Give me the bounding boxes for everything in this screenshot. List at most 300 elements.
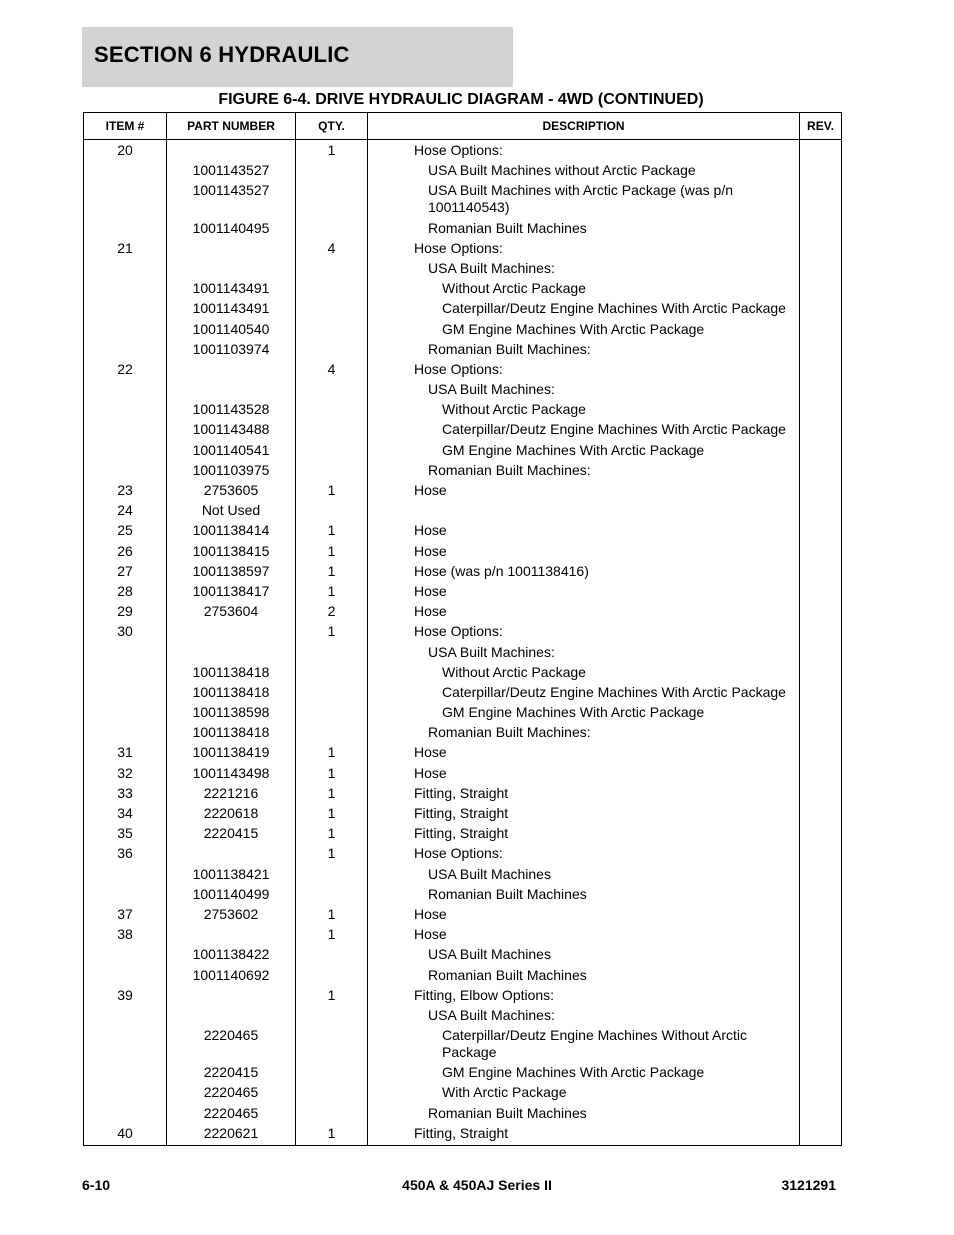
revision-cell	[800, 581, 842, 601]
quantity-cell	[296, 299, 368, 319]
quantity-cell: 1	[296, 480, 368, 500]
description-cell	[368, 400, 800, 420]
revision-cell	[800, 181, 842, 218]
description-text: Hose	[414, 764, 447, 781]
description-cell	[368, 602, 800, 622]
item-number-cell: 37	[84, 904, 167, 924]
description-cell	[368, 161, 800, 181]
description-cell	[368, 702, 800, 722]
quantity-cell	[296, 1103, 368, 1123]
table-row	[84, 181, 842, 218]
item-number-cell: 30	[84, 622, 167, 642]
part-number-cell: 1001138598	[167, 702, 296, 722]
part-number-cell	[167, 379, 296, 399]
table-row	[84, 803, 842, 823]
part-number-cell	[167, 258, 296, 278]
item-number-cell	[84, 642, 167, 662]
quantity-cell	[296, 218, 368, 238]
quantity-cell	[296, 702, 368, 722]
description-cell	[368, 743, 800, 763]
item-number-cell	[84, 1025, 167, 1062]
table-row	[84, 702, 842, 722]
revision-cell	[800, 662, 842, 682]
revision-cell	[800, 501, 842, 521]
part-number-cell: 2220465	[167, 1103, 296, 1123]
quantity-cell: 1	[296, 824, 368, 844]
revision-cell	[800, 702, 842, 722]
part-number-cell: 2220465	[167, 1083, 296, 1103]
quantity-cell	[296, 339, 368, 359]
quantity-cell	[296, 662, 368, 682]
table-row	[84, 561, 842, 581]
revision-cell	[800, 420, 842, 440]
description-text: GM Engine Machines With Arctic Package	[442, 1064, 705, 1081]
part-number-cell: 1001138414	[167, 521, 296, 541]
part-number-cell	[167, 140, 296, 161]
description-cell	[368, 1025, 800, 1062]
description-text: Hose	[414, 926, 447, 943]
table-row	[84, 622, 842, 642]
part-number-cell: 1001143527	[167, 181, 296, 218]
description-cell	[368, 339, 800, 359]
quantity-cell: 2	[296, 602, 368, 622]
part-number-cell: 2220465	[167, 1025, 296, 1062]
table-row	[84, 783, 842, 803]
table-row	[84, 460, 842, 480]
table-row	[84, 682, 842, 702]
item-number-cell	[84, 460, 167, 480]
item-number-cell: 35	[84, 824, 167, 844]
quantity-cell	[296, 1083, 368, 1103]
item-number-cell	[84, 723, 167, 743]
quantity-cell	[296, 440, 368, 460]
part-number-cell	[167, 844, 296, 864]
parts-table	[83, 112, 842, 1146]
description-cell	[368, 238, 800, 258]
section-header-band	[82, 27, 513, 87]
description-text: Fitting, Straight	[414, 825, 509, 842]
part-number-cell: 1001103975	[167, 460, 296, 480]
item-number-cell: 31	[84, 743, 167, 763]
table-row	[84, 1083, 842, 1103]
description-cell	[368, 884, 800, 904]
quantity-cell	[296, 864, 368, 884]
table-header-row	[84, 113, 842, 140]
item-number-cell	[84, 161, 167, 181]
quantity-cell	[296, 258, 368, 278]
column-header-part-number: PART NUMBER	[167, 113, 296, 140]
description-cell	[368, 561, 800, 581]
revision-cell	[800, 541, 842, 561]
revision-cell	[800, 945, 842, 965]
part-number-cell: 1001140540	[167, 319, 296, 339]
part-number-cell: 1001138597	[167, 561, 296, 581]
item-number-cell	[84, 945, 167, 965]
quantity-cell: 1	[296, 743, 368, 763]
table-row	[84, 440, 842, 460]
table-row	[84, 299, 842, 319]
revision-cell	[800, 1083, 842, 1103]
item-number-cell	[84, 258, 167, 278]
table-row	[84, 359, 842, 379]
table-row	[84, 161, 842, 181]
description-text: Hose	[414, 744, 447, 761]
quantity-cell: 1	[296, 783, 368, 803]
part-number-cell: 1001143491	[167, 279, 296, 299]
quantity-cell	[296, 682, 368, 702]
table-row	[84, 480, 842, 500]
description-cell	[368, 682, 800, 702]
description-text: Romanian Built Machines:	[428, 340, 591, 357]
table-row	[84, 763, 842, 783]
description-text: GM Engine Machines With Arctic Package	[442, 320, 705, 337]
table-row	[84, 602, 842, 622]
table-row	[84, 379, 842, 399]
part-number-cell: 1001140541	[167, 440, 296, 460]
item-number-cell: 33	[84, 783, 167, 803]
description-cell	[368, 642, 800, 662]
footer-page-number: 6-10	[82, 1177, 111, 1193]
description-text: Without Arctic Package	[442, 663, 586, 680]
description-cell	[368, 420, 800, 440]
table-row	[84, 662, 842, 682]
part-number-cell: 1001138421	[167, 864, 296, 884]
description-cell	[368, 1063, 800, 1083]
description-text: Fitting, Elbow Options:	[414, 986, 555, 1003]
description-text: Caterpillar/Deutz Engine Machines Without Arctic Package	[442, 1027, 748, 1061]
description-text: Hose	[414, 542, 447, 559]
description-text: Hose (was p/n 1001138416)	[414, 562, 589, 579]
description-cell	[368, 1083, 800, 1103]
description-cell	[368, 662, 800, 682]
description-text: USA Built Machines:	[428, 259, 555, 276]
description-text: Romanian Built Machines	[428, 885, 587, 902]
description-cell	[368, 1123, 800, 1145]
item-number-cell	[84, 440, 167, 460]
description-cell	[368, 622, 800, 642]
revision-cell	[800, 161, 842, 181]
quantity-cell: 1	[296, 925, 368, 945]
description-cell	[368, 541, 800, 561]
description-cell	[368, 945, 800, 965]
description-cell	[368, 965, 800, 985]
description-text: USA Built Machines without Arctic Package	[428, 162, 696, 179]
description-text: Hose	[414, 482, 447, 498]
revision-cell	[800, 279, 842, 299]
item-number-cell	[84, 662, 167, 682]
part-number-cell	[167, 622, 296, 642]
item-number-cell	[84, 379, 167, 399]
description-text: USA Built Machines with Arctic Package (was p/n 1001140543)	[428, 182, 734, 216]
item-number-cell: 21	[84, 238, 167, 258]
figure-title: FIGURE 6-4. DRIVE HYDRAULIC DIAGRAM - 4WD (CONTINUED)	[218, 91, 704, 108]
part-number-cell: 1001138419	[167, 743, 296, 763]
description-text: Caterpillar/Deutz Engine Machines With Arctic Package	[442, 421, 786, 438]
description-cell	[368, 904, 800, 924]
quantity-cell: 1	[296, 985, 368, 1005]
description-text: Hose Options:	[414, 360, 503, 377]
description-text: Hose	[414, 582, 447, 599]
description-text: USA Built Machines	[428, 946, 551, 963]
part-number-cell: 2753602	[167, 904, 296, 924]
parts-table-body	[84, 140, 842, 1146]
quantity-cell: 1	[296, 763, 368, 783]
item-number-cell: 22	[84, 359, 167, 379]
quantity-cell	[296, 642, 368, 662]
column-header-description: DESCRIPTION	[368, 113, 800, 140]
table-row	[84, 501, 842, 521]
footer-model: 450A & 450AJ Series II	[402, 1177, 552, 1193]
part-number-cell	[167, 359, 296, 379]
description-text: With Arctic Package	[442, 1084, 567, 1101]
description-text: Romanian Built Machines	[428, 1104, 587, 1121]
table-row	[84, 238, 842, 258]
revision-cell	[800, 440, 842, 460]
revision-cell	[800, 561, 842, 581]
quantity-cell	[296, 279, 368, 299]
revision-cell	[800, 682, 842, 702]
part-number-cell: 2753605	[167, 480, 296, 500]
column-header-rev: REV.	[800, 113, 842, 140]
table-row	[84, 965, 842, 985]
description-cell	[368, 258, 800, 278]
item-number-cell	[84, 279, 167, 299]
revision-cell	[800, 521, 842, 541]
description-cell	[368, 763, 800, 783]
table-row	[84, 642, 842, 662]
section-title: SECTION 6 HYDRAULIC	[94, 42, 350, 67]
quantity-cell	[296, 460, 368, 480]
item-number-cell	[84, 218, 167, 238]
revision-cell	[800, 359, 842, 379]
column-header-qty: QTY.	[296, 113, 368, 140]
table-row	[84, 400, 842, 420]
item-number-cell	[84, 1103, 167, 1123]
description-cell	[368, 379, 800, 399]
description-cell	[368, 521, 800, 541]
item-number-cell: 36	[84, 844, 167, 864]
part-number-cell: Not Used	[167, 501, 296, 521]
revision-cell	[800, 904, 842, 924]
revision-cell	[800, 723, 842, 743]
description-text: USA Built Machines:	[428, 1006, 555, 1023]
description-cell	[368, 581, 800, 601]
item-number-cell	[84, 702, 167, 722]
description-text: Fitting, Straight	[414, 784, 509, 801]
revision-cell	[800, 965, 842, 985]
quantity-cell: 1	[296, 1123, 368, 1145]
item-number-cell: 29	[84, 602, 167, 622]
table-row	[84, 339, 842, 359]
description-cell	[368, 1103, 800, 1123]
item-number-cell: 39	[84, 985, 167, 1005]
description-cell	[368, 279, 800, 299]
description-text: Hose Options:	[414, 142, 503, 158]
description-text: USA Built Machines:	[428, 381, 555, 398]
item-number-cell	[84, 864, 167, 884]
item-number-cell: 25	[84, 521, 167, 541]
item-number-cell: 20	[84, 140, 167, 161]
table-row	[84, 844, 842, 864]
item-number-cell	[84, 339, 167, 359]
quantity-cell	[296, 319, 368, 339]
table-row	[84, 1063, 842, 1083]
table-row	[84, 218, 842, 238]
item-number-cell	[84, 884, 167, 904]
item-number-cell	[84, 682, 167, 702]
table-row	[84, 904, 842, 924]
item-number-cell: 34	[84, 803, 167, 823]
description-text: Romanian Built Machines:	[428, 724, 591, 741]
revision-cell	[800, 1025, 842, 1062]
quantity-cell	[296, 379, 368, 399]
revision-cell	[800, 319, 842, 339]
item-number-cell	[84, 965, 167, 985]
description-cell	[368, 359, 800, 379]
description-cell	[368, 985, 800, 1005]
revision-cell	[800, 1123, 842, 1145]
quantity-cell: 4	[296, 238, 368, 258]
quantity-cell	[296, 420, 368, 440]
revision-cell	[800, 864, 842, 884]
revision-cell	[800, 1063, 842, 1083]
description-text: Hose Options:	[414, 845, 503, 862]
table-row	[84, 581, 842, 601]
quantity-cell	[296, 1005, 368, 1025]
description-cell	[368, 844, 800, 864]
description-text: Romanian Built Machines:	[428, 461, 591, 478]
quantity-cell	[296, 161, 368, 181]
description-text: USA Built Machines:	[428, 643, 555, 660]
description-text: Without Arctic Package	[442, 280, 586, 297]
part-number-cell: 2220618	[167, 803, 296, 823]
part-number-cell: 2221216	[167, 783, 296, 803]
revision-cell	[800, 1005, 842, 1025]
description-cell	[368, 501, 800, 521]
item-number-cell: 27	[84, 561, 167, 581]
description-cell	[368, 925, 800, 945]
part-number-cell: 1001140692	[167, 965, 296, 985]
description-cell	[368, 181, 800, 218]
item-number-cell: 38	[84, 925, 167, 945]
description-cell	[368, 824, 800, 844]
description-cell	[368, 440, 800, 460]
table-row	[84, 420, 842, 440]
table-row	[84, 945, 842, 965]
description-text: Hose Options:	[414, 623, 503, 640]
description-text: Fitting, Straight	[414, 805, 509, 821]
description-cell	[368, 803, 800, 823]
part-number-cell	[167, 238, 296, 258]
revision-cell	[800, 1103, 842, 1123]
revision-cell	[800, 460, 842, 480]
item-number-cell: 23	[84, 480, 167, 500]
revision-cell	[800, 400, 842, 420]
revision-cell	[800, 824, 842, 844]
description-text: Hose	[414, 603, 447, 620]
revision-cell	[800, 258, 842, 278]
part-number-cell: 1001138418	[167, 682, 296, 702]
table-row	[84, 541, 842, 561]
part-number-cell: 1001143488	[167, 420, 296, 440]
description-text: Hose Options:	[414, 239, 503, 256]
table-row	[84, 925, 842, 945]
table-row	[84, 884, 842, 904]
description-cell	[368, 1005, 800, 1025]
quantity-cell: 1	[296, 844, 368, 864]
quantity-cell	[296, 400, 368, 420]
revision-cell	[800, 379, 842, 399]
part-number-cell: 1001138417	[167, 581, 296, 601]
quantity-cell: 1	[296, 622, 368, 642]
part-number-cell: 1001143527	[167, 161, 296, 181]
part-number-cell: 1001138422	[167, 945, 296, 965]
description-text: Hose	[414, 522, 447, 539]
quantity-cell	[296, 723, 368, 743]
table-row	[84, 723, 842, 743]
quantity-cell: 1	[296, 521, 368, 541]
part-number-cell: 1001103974	[167, 339, 296, 359]
description-text: Romanian Built Machines	[428, 219, 587, 236]
description-text: Fitting, Straight	[414, 1124, 509, 1141]
quantity-cell: 1	[296, 803, 368, 823]
part-number-cell: 2220621	[167, 1123, 296, 1145]
table-row	[84, 521, 842, 541]
description-text: Caterpillar/Deutz Engine Machines With Arctic Package	[442, 300, 786, 317]
part-number-cell	[167, 985, 296, 1005]
item-number-cell	[84, 1005, 167, 1025]
part-number-cell: 1001143498	[167, 763, 296, 783]
revision-cell	[800, 844, 842, 864]
revision-cell	[800, 884, 842, 904]
revision-cell	[800, 218, 842, 238]
table-row	[84, 319, 842, 339]
part-number-cell: 2220415	[167, 824, 296, 844]
quantity-cell	[296, 965, 368, 985]
table-row	[84, 140, 842, 161]
table-row	[84, 1103, 842, 1123]
description-cell	[368, 480, 800, 500]
part-number-cell: 1001138415	[167, 541, 296, 561]
part-number-cell	[167, 925, 296, 945]
revision-cell	[800, 480, 842, 500]
description-text: Romanian Built Machines	[428, 966, 587, 983]
item-number-cell	[84, 1083, 167, 1103]
item-number-cell: 26	[84, 541, 167, 561]
quantity-cell	[296, 945, 368, 965]
part-number-cell: 2753604	[167, 602, 296, 622]
revision-cell	[800, 642, 842, 662]
column-header-item: ITEM #	[84, 113, 167, 140]
revision-cell	[800, 622, 842, 642]
description-text: Without Arctic Package	[442, 401, 586, 418]
item-number-cell: 32	[84, 763, 167, 783]
table-row	[84, 864, 842, 884]
revision-cell	[800, 238, 842, 258]
quantity-cell: 1	[296, 904, 368, 924]
part-number-cell	[167, 1005, 296, 1025]
description-cell	[368, 319, 800, 339]
quantity-cell	[296, 501, 368, 521]
revision-cell	[800, 925, 842, 945]
part-number-cell: 1001143528	[167, 400, 296, 420]
quantity-cell: 4	[296, 359, 368, 379]
quantity-cell	[296, 181, 368, 218]
footer-doc-number: 3121291	[781, 1177, 836, 1193]
item-number-cell	[84, 319, 167, 339]
revision-cell	[800, 743, 842, 763]
item-number-cell	[84, 420, 167, 440]
